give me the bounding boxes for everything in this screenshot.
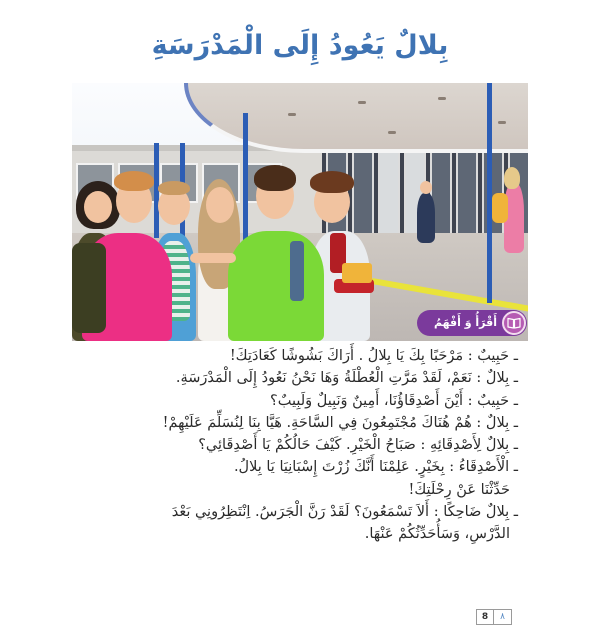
dialog-line: ـ حَبِيبٌ : أَيْنَ أَصْدِقَاؤُنَا، أَمِينٌ وَنَبِيلٌ وَلَبِيبٌ؟ bbox=[270, 392, 518, 409]
page-number-latin: 8 bbox=[477, 610, 494, 624]
dialog-line: ـ الْأَصْدِقَاءُ : بِخَيْرٍ. عَلِمْنَا أَنَّكَ زُرْتَ إِسْبَانِيَا يَا بِلالُ. bbox=[233, 459, 518, 476]
dialog-line: ـ حَبِيبٌ : مَرْحَبًا بِكَ يَا بِلالُ . أَرَاكَ بَشُوشًا كَعَادَتِكَ! bbox=[229, 348, 518, 364]
lesson-title: بِلالٌ يَعُودُ إِلَى الْمَدْرَسَةِ bbox=[151, 30, 449, 61]
read-and-understand-badge bbox=[417, 310, 527, 336]
dialog-line: ـ بِلالٌ لِأَصْدِقَائِهِ : صَبَاحُ الْخَيْرِ. كَيْفَ حَالُكُمْ يَا أَصْدِقَائِي؟ bbox=[198, 437, 518, 454]
page-number-arabic: ٨ bbox=[500, 612, 505, 622]
lesson-photo bbox=[72, 83, 528, 341]
page-number bbox=[476, 609, 512, 625]
dialog-line-continuation: الدَّرْسِ، وَسَأُحَدِّثُكُمْ عَنْهَا. bbox=[364, 526, 510, 543]
dialog-line: ـ بِلالٌ : هُمْ هُنَاكَ مُجْتَمِعُونَ فِي السَّاحَةِ. هَيَّا بِنَا لِنُسَلِّمَ عَلَيْهِمْ! bbox=[162, 414, 518, 431]
dialog-text bbox=[78, 345, 528, 546]
badge-label: أَقْرَأُ وَ أَفْهَمُ bbox=[434, 316, 497, 329]
open-book-icon bbox=[502, 311, 526, 335]
dialog-line-continuation: حَدِّثْنَا عَنْ رِحْلَتِكَ! bbox=[408, 481, 510, 498]
dialog-line: ـ بِلالٌ : نَعَمْ، لَقَدْ مَرَّتِ الْعُطْلَةُ وَهَا نَحْنُ نَعُودُ إِلَى الْمَدْرَسَةِ. bbox=[175, 370, 518, 387]
dialog-line: ـ بِلالٌ ضَاحِكًا : أَلاَ تَسْمَعُونَ؟ لَقَدْ رَنَّ الْجَرَسُ. اِنْتَظِرُونِي بَعْدَ bbox=[171, 504, 518, 521]
